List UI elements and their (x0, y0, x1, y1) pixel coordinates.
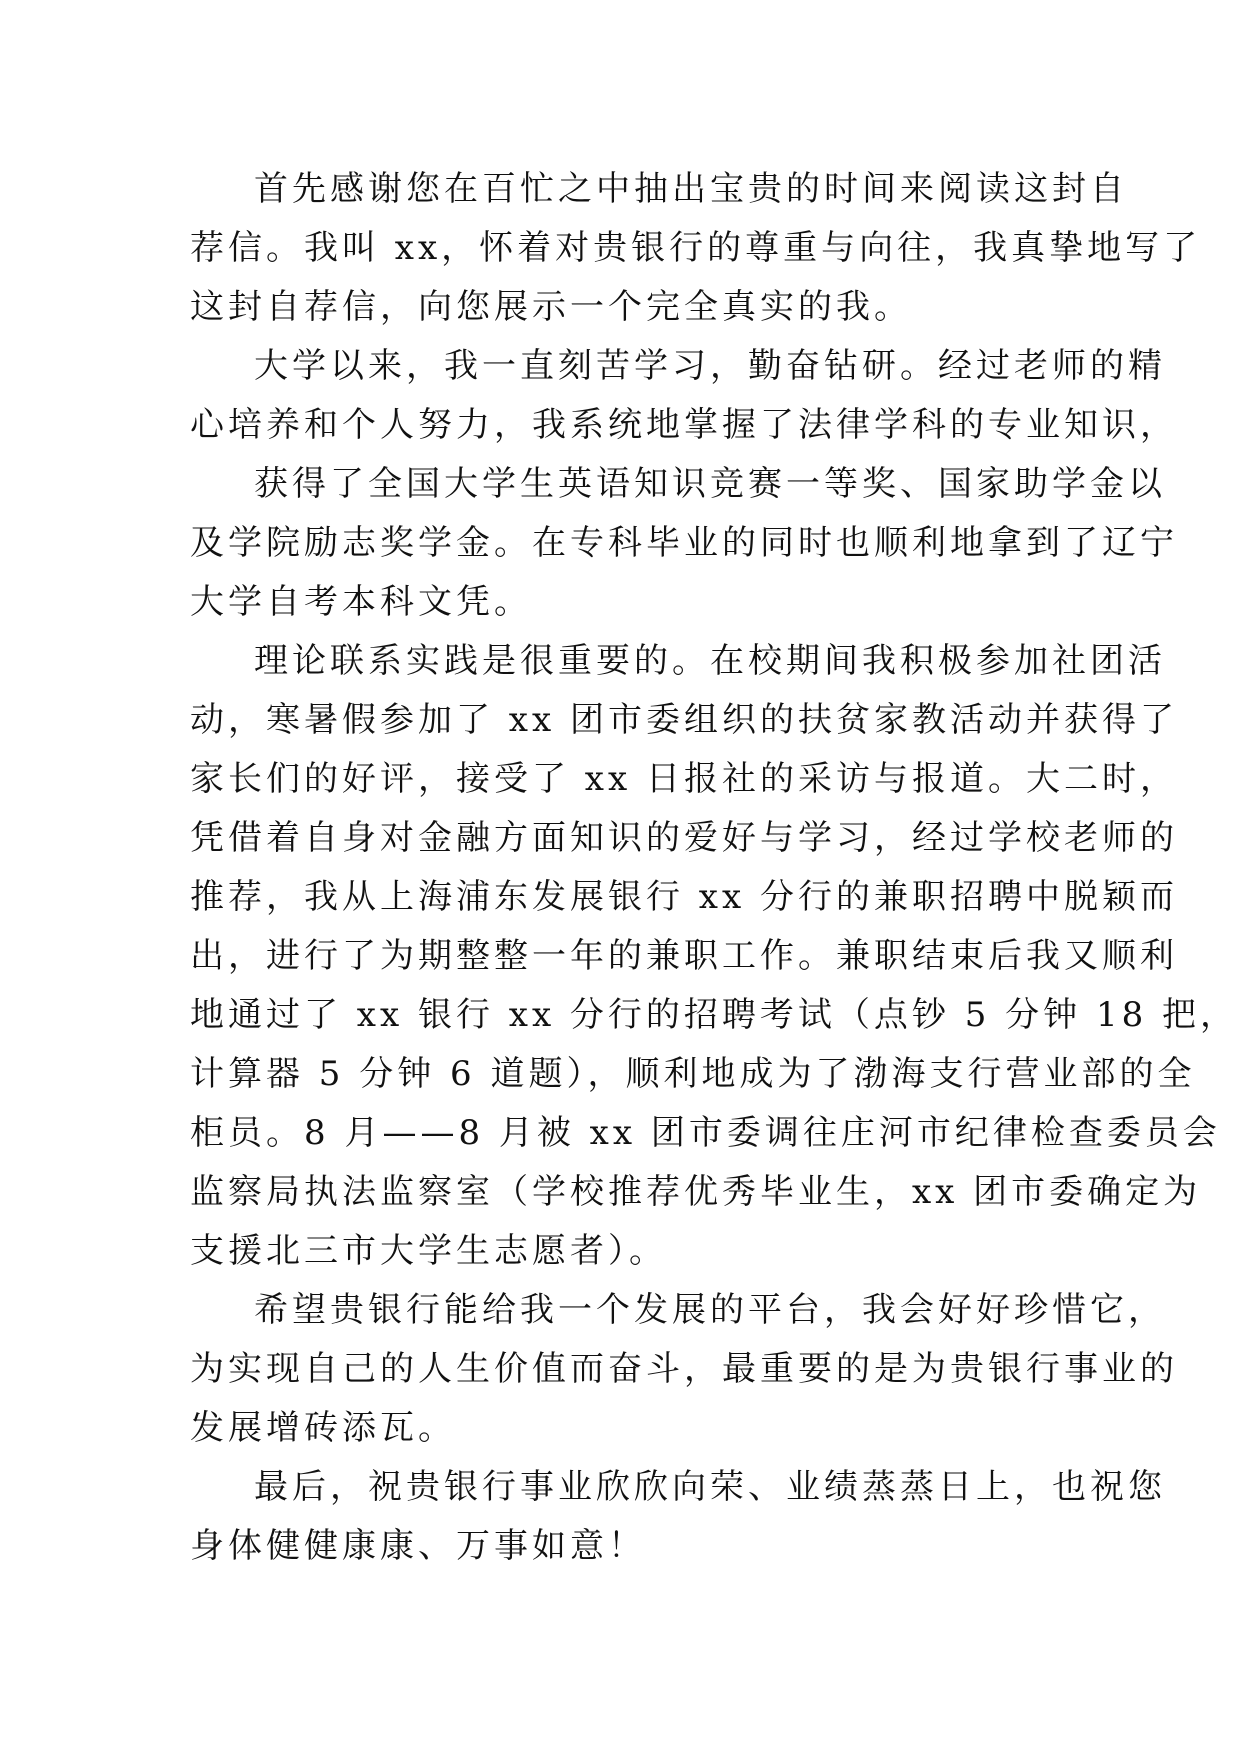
text-line: 大学以来，我一直刻苦学习，勤奋钻研。经过老师的精 (254, 346, 1166, 386)
text-line: 计算器 5 分钟 6 道题），顺利地成为了渤海支行营业部的全 (190, 1054, 1196, 1094)
text-line: 心培养和个人努力，我系统地掌握了法律学科的专业知识， (190, 405, 1178, 445)
text-line: 家长们的好评，接受了 xx 日报社的采访与报道。大二时， (190, 759, 1178, 799)
text-line: 支援北三市大学生志愿者）。 (190, 1231, 667, 1271)
letter-body (190, 160, 1239, 1576)
text-line: 获得了全国大学生英语知识竞赛一等奖、国家助学金以 (254, 464, 1166, 504)
text-line: 最后，祝贵银行事业欣欣向荣、业绩蒸蒸日上，也祝您 (254, 1467, 1166, 1507)
text-line: 为实现自己的人生价值而奋斗，最重要的是为贵银行事业的 (190, 1349, 1178, 1389)
text-line: 理论联系实践是很重要的。在校期间我积极参加社团活 (254, 641, 1166, 681)
text-line: 凭借着自身对金融方面知识的爱好与学习，经过学校老师的 (190, 818, 1178, 858)
text-line: 荐信。我叫 xx，怀着对贵银行的尊重与向往，我真挚地写了 (190, 228, 1202, 268)
text-line: 希望贵银行能给我一个发展的平台，我会好好珍惜它， (254, 1290, 1166, 1330)
text-line: 推荐，我从上海浦东发展银行 xx 分行的兼职招聘中脱颖而 (190, 877, 1178, 917)
text-line: 动，寒暑假参加了 xx 团市委组织的扶贫家教活动并获得了 (190, 700, 1178, 740)
text-line: 身体健健康康、万事如意！ (190, 1526, 646, 1566)
text-line: 发展增砖添瓦。 (190, 1408, 456, 1448)
text-line: 大学自考本科文凭。 (190, 582, 532, 622)
text-line: 这封自荐信，向您展示一个完全真实的我。 (190, 287, 912, 327)
text-line: 柜员。8 月——8 月被 xx 团市委调往庄河市纪律检查委员会 (190, 1113, 1221, 1153)
text-line: 出，进行了为期整整一年的兼职工作。兼职结束后我又顺利 (190, 936, 1178, 976)
text-line: 监察局执法监察室（学校推荐优秀毕业生，xx 团市委确定为 (190, 1172, 1202, 1212)
text-line: 首先感谢您在百忙之中抽出宝贵的时间来阅读这封自 (254, 169, 1128, 209)
text-line: 及学院励志奖学金。在专科毕业的同时也顺利地拿到了辽宁 (190, 523, 1178, 563)
text-line: 地通过了 xx 银行 xx 分行的招聘考试（点钞 5 分钟 18 把， (190, 995, 1239, 1035)
